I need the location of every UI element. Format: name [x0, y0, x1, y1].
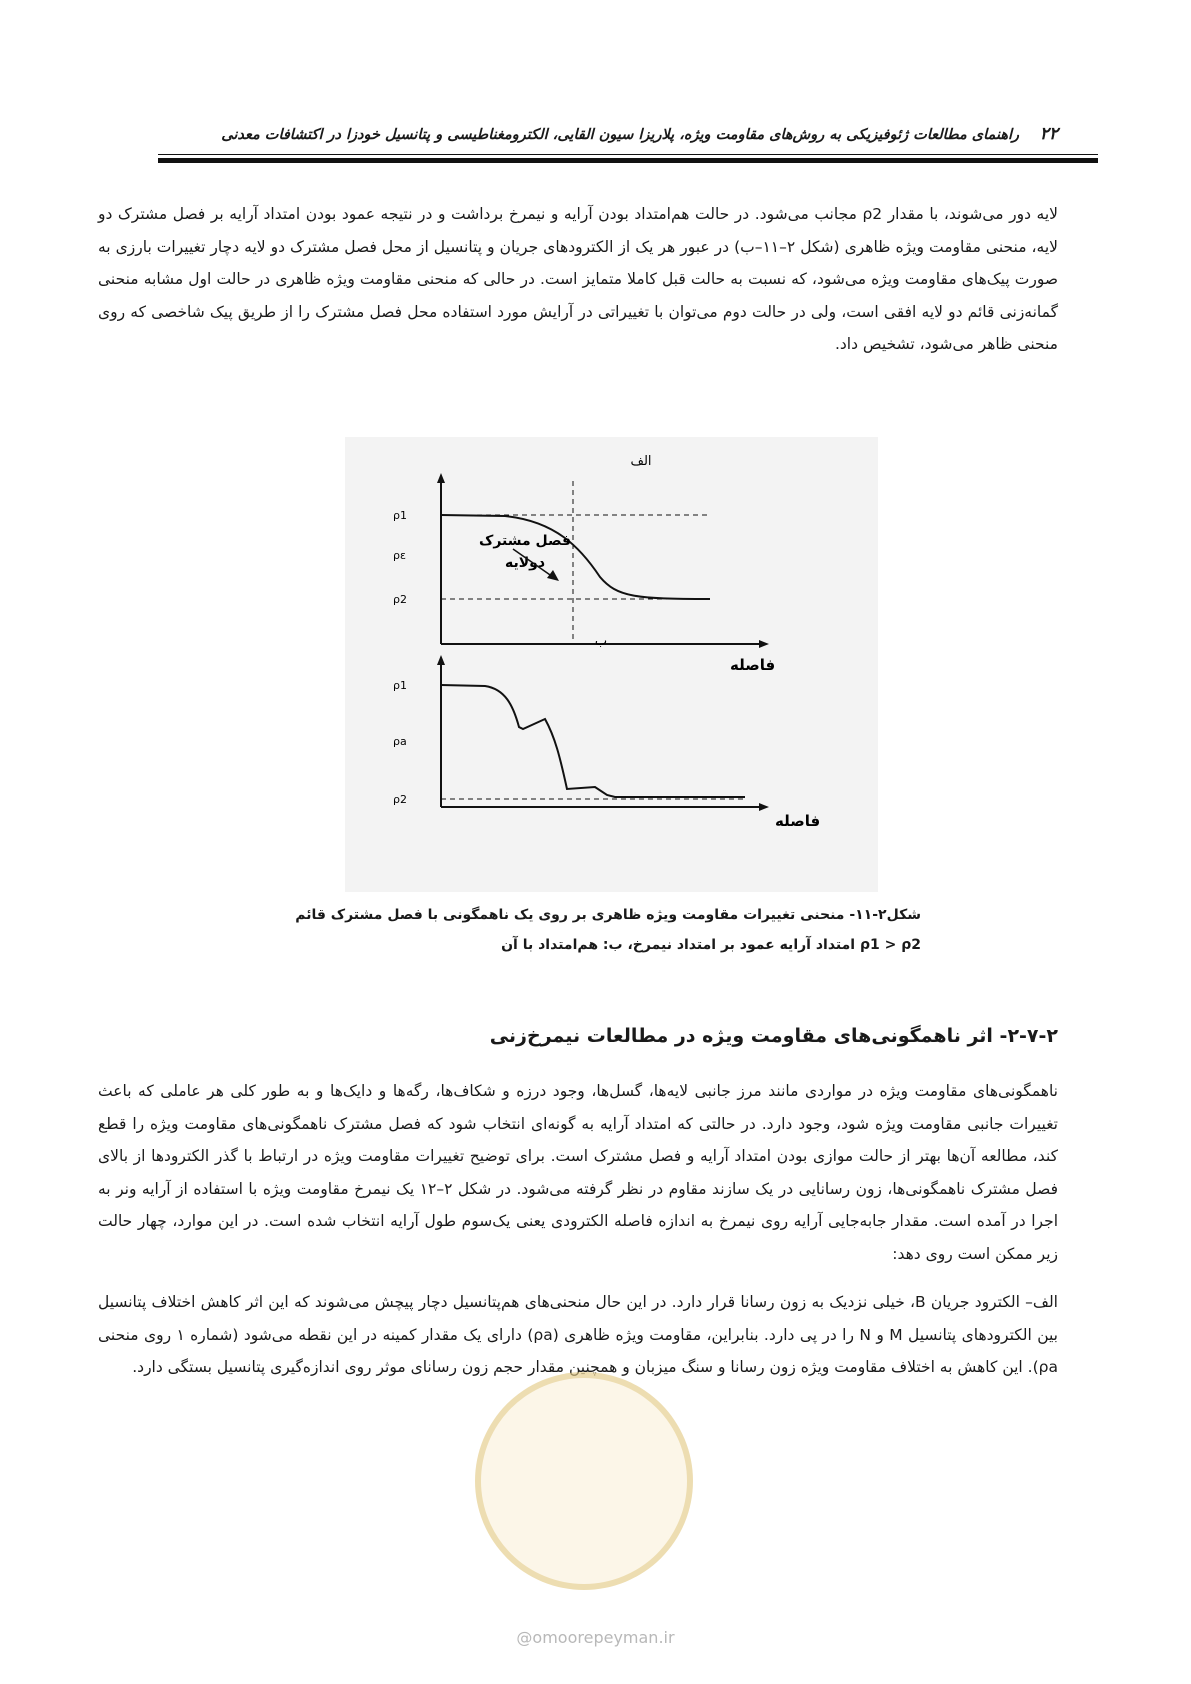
panel-b-y-arrow — [437, 655, 445, 665]
panel-b-rhoa: ρa — [393, 735, 407, 748]
header-rule-thin — [158, 154, 1098, 155]
panel-a-pointer-head — [547, 570, 559, 581]
panel-a-rho2: ρ2 — [393, 593, 407, 606]
panel-b-rho2: ρ2 — [393, 793, 407, 806]
panel-a-x-arrow — [759, 640, 769, 648]
figure — [345, 437, 878, 892]
panel-a-y-arrow — [437, 473, 445, 483]
figure-svg — [345, 437, 878, 892]
panel-b-label: ب — [594, 634, 608, 649]
panel-a-annotation-line2: دولایه — [504, 555, 546, 571]
panel-a-rho1: ρ1 — [393, 509, 407, 522]
panel-a-label: الف — [630, 454, 652, 469]
figure-caption-line2: ρ1 > ρ2 امتداد آرایه عمود بر امتداد نیمرخ، ب: هم‌امتداد با آن — [501, 937, 921, 953]
running-title: راهنمای مطالعات ژئوفیزیکی به روش‌های مقاومت ویژه، پلاریزا سیون القایی، الکترومغناطیسی و پتانسیل خودزا در اکتشافات معدنی — [221, 126, 1019, 143]
section-heading: ۲-۷-۲- اثر ناهمگونی‌های مقاومت ویژه در مطالعات نیمرخ‌زنی — [489, 1025, 1058, 1047]
panel-a — [393, 454, 775, 674]
panel-a-curve — [441, 515, 710, 599]
panel-b-x-arrow — [759, 803, 769, 811]
panel-b-x-label: فاصله — [775, 812, 821, 830]
panel-b-curve — [441, 685, 745, 797]
page-number: ۲۲ — [1039, 124, 1058, 144]
footer-url: @omoorepeyman.ir — [516, 1628, 675, 1647]
panel-a-x-label: فاصله — [730, 656, 776, 674]
body-paragraph-1: ناهمگونی‌های مقاومت ویژه در مواردی مانند مرز جانبی لایه‌ها، گسل‌ها، وجود درزه و شکاف‌ها، رگه‌ها و دایک‌ها و به طور کلی هر عاملی که باعث تغییرات جانبی مقاومت ویژه شود، وجود دارد. در حالتی که امتداد آرایه به گونه‌ای انتخاب شود که فصل مشترک ناهمگونی‌های مقاومت ویژه را قطع کند، مطالعه آن‌ها بهتر از حالت موازی بودن امتداد آرایه و فصل مشترک است. برای توضیح تغییرات مقاومت ویژه در ارتباط با گذر الکترودها از بالای فصل مشترک ناهمگونی‌ها، زون رسانایی در یک سازند مقاوم در نظر گرفته می‌شود. در شکل ۲–۱۲ یک نیمرخ مقاومت ویژه با استفاده از آرایه ونر به اجرا در آمده است. مقدار جابه‌جایی آرایه روی نیمرخ به اندازه فاصله الکترودی یعنی یک‌سوم طول آرایه انتخاب شده است. در این موارد، چهار حالت زیر ممکن است روی دهد: — [98, 1082, 1058, 1263]
watermark-seal — [475, 1372, 693, 1590]
panel-a-annotation-line1: فصل مشترک — [478, 533, 572, 549]
intro-paragraph: لایه دور می‌شوند، با مقدار ρ2 مجانب می‌شود. در حالت هم‌امتداد بودن آرایه و نیمرخ برداشت و در نتیجه عمود بودن امتداد آرایه بر فصل مشترک دو لایه، منحنی مقاومت ویژه ظاهری (شکل ۲–۱۱–ب) در عبور هر یک از الکترودهای جریان و پتانسیل از محل فصل مشترک دو لایه دچار تغییرات بارزی به صورت پیک‌های مقاومت ویژه می‌شود، که نسبت به حالت قبل کاملا متمایز است. در حالی که منحنی مقاومت ویژه ظاهری در حالت اول مشابه منحنی گمانه‌زنی قائم دو لایه افقی است، ولی در حالت دوم می‌توان با تغییراتی در آرایش مورد استفاده محل فصل مشترک را از طریق پیک شاخصی که روی منحنی ظاهر می‌شود، تشخیص داد. — [98, 205, 1058, 353]
header-rule-thick — [158, 158, 1098, 163]
panel-b-rho1: ρ1 — [393, 679, 407, 692]
body-paragraph-2: الف– الکترود جریان B، خیلی نزدیک به زون رسانا قرار دارد. در این حال منحنی‌های هم‌پتانسیل دچار پیچش می‌شوند که این اثر کاهش اختلاف پتانسیل بین الکترودهای پتانسیل M و N را در پی دارد. بنابراین، مقاومت ویژه ظاهری (ρa) دارای یک مقدار کمینه در این نقطه می‌شود (شماره ۱ روی منحنی ρa). این کاهش به اختلاف مقاومت ویژه زون رسانا و سنگ میزبان و همچنین مقدار حجم زون رسانای موثر روی اندازه‌گیری پتانسیل بستگی دارد. — [98, 1293, 1058, 1376]
figure-caption-line1: شکل۲-۱۱- منحنی تغییرات مقاومت ویژه ظاهری بر روی یک ناهمگونی با فصل مشترک قائم — [295, 907, 921, 923]
panel-a-rhoa: ρε — [393, 549, 406, 562]
